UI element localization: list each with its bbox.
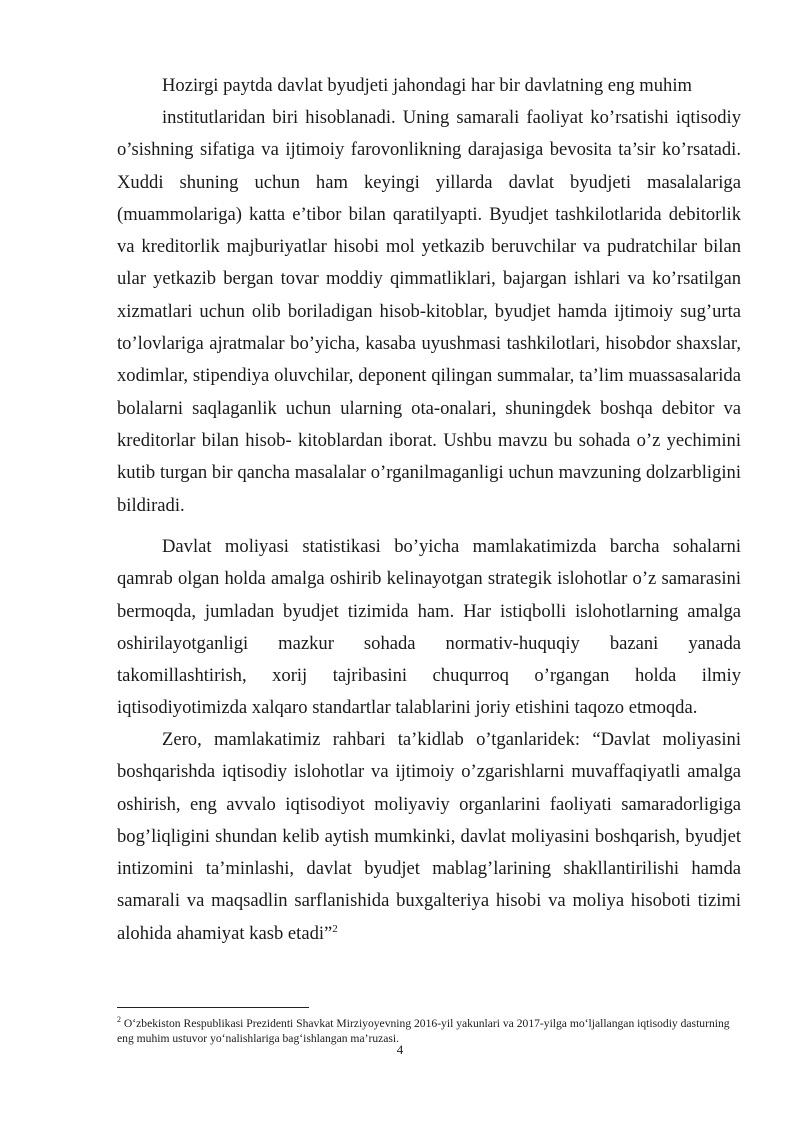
footnote-marker: 2: [117, 1015, 121, 1025]
footnote-separator: [117, 1007, 309, 1008]
footnote-reference: 2: [332, 922, 338, 935]
page-number: 4: [396, 1042, 404, 1057]
paragraph-2: Davlat moliyasi statistikasi bo’yicha mamlakatimizda barcha sohalarni qamrab olgan holda amalga oshirib kelinayotgan strategik islohotlar o’z samarasini bermoqda, jumladan byudjet tizimida ham. Har istiqbolli islohotlarning amalga oshirilayotganligi mazkur sohada normativ-huquqiy bazani yanada takomillashtirish, xorij tajribasini chuqurroq o’rgangan holda ilmiy iqtisodiyotimizda xalqaro standartlar talablarini joriy etishini taqozo etmoqda.: [117, 536, 741, 719]
paragraph-1-first-line: Hozirgi paytda davlat byudjeti jahondagi har bir davlatning eng muhim: [162, 75, 692, 96]
paragraph-3-text: Zero, mamlakatimiz rahbari ta’kidlab o’tganlaridek: “Davlat moliyasini boshqarishda iqtisodiy islohotlar va ijtimoiy o’zgarishlarni muvaffaqiyatli amalga oshirish, eng avvalo iqtisodiyot moliyaviy organlarini faoliyati samaradorligiga bog’liqligini shundan kelib aytish mumkinki, davlat moliyasini boshqarish, byudjet intizomini ta’minlashi, davlat byudjet mablag’larining shakllantirilishi hamda samarali va maqsadlin sarflanishida buxgalteriya hisobi va moliya hisoboti tizimi alohida ahamiyat kasb etadi”: [117, 729, 741, 944]
paragraph-1-body: institutlaridan biri hisoblanadi. Uning samarali faoliyat ko’rsatishi iqtisodiy o’sishning sifatiga va ijtimoiy farovonlikning darajasiga bevosita ta’sir ko’rsatadi. Xuddi shuning uchun ham keyingi yillarda davlat byudjeti masalalariga (muammolariga) katta e’tibor bilan qaratilyapti. Byudjet tashkilotlarida debitorlik va kreditorlik majburiyatlar hisobi mol yetkazib beruvchilar va pudratchilar bilan ular yetkazib bergan tovar moddiy qimmatliklari, bajargan ishlari va ko’rsatilgan xizmatlari uchun olib boriladigan hisob-kitoblar, byudjet hamda ijtimoiy sug’urta to’lovlariga ajratmalar bo’yicha, kasaba uyushmasi tashkilotlari, hisobdor shaxslar, xodimlar, stipendiya oluvchilar, deponent qilingan summalar, ta’lim muassasalarida bolalarni saqlaganlik uchun ularning ota-onalari, shuningdek boshqa debitor va kreditorlar bilan hisob- kitoblardan iborat. Ushbu mavzu bu sohada o’z yechimini kutib turgan bir qancha masalalar o’rganilmaganligi uchun mavzuning dolzarbligini bildiradi.: [117, 107, 741, 516]
paragraph-3: [117, 724, 741, 950]
footnote-text: O‘zbekiston Respublikasi Prezidenti Shavkat Mirziyoyevning 2016-yil yakunlari va 2017-yilga mo‘ljallangan iqtisodiy dasturning eng muhim ustuvor yo‘nalishlariga bag‘ishlangan ma’ruzasi.: [117, 1017, 730, 1045]
